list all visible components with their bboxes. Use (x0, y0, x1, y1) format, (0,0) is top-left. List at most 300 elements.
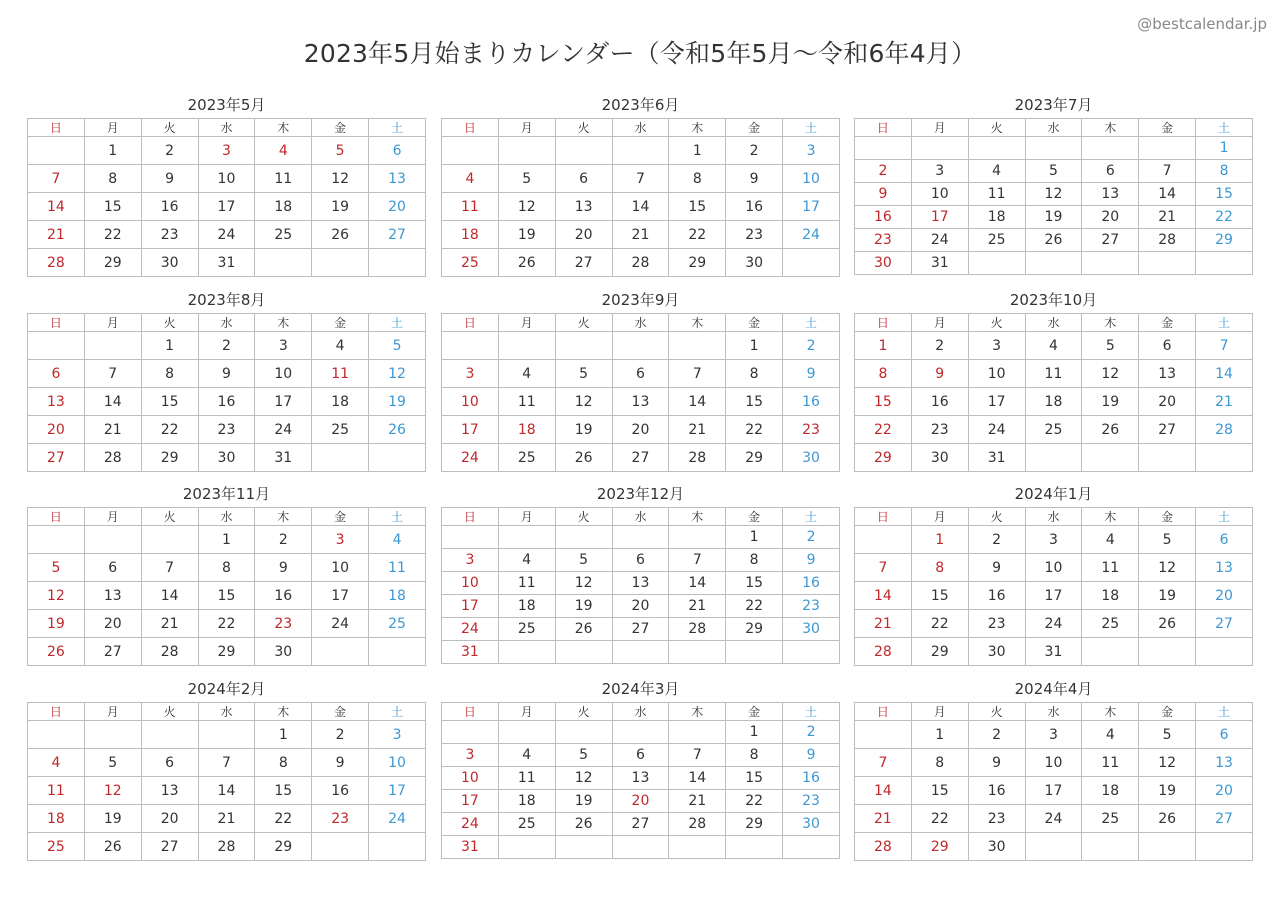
day-cell: 31 (198, 249, 255, 277)
weekday-header: 土 (783, 119, 840, 137)
day-cell: 7 (855, 554, 912, 582)
week-row (28, 444, 426, 472)
day-cell: 18 (442, 221, 499, 249)
day-cell: 20 (1196, 777, 1253, 805)
day-cell: 10 (911, 183, 968, 206)
empty-cell (612, 137, 669, 165)
weekday-header: 日 (855, 703, 912, 721)
day-cell: 25 (255, 221, 312, 249)
day-cell: 19 (369, 388, 426, 416)
day-cell: 29 (141, 444, 198, 472)
day-cell: 17 (312, 582, 369, 610)
day-cell: 5 (369, 332, 426, 360)
day-cell: 23 (141, 221, 198, 249)
month-calendar (441, 94, 840, 277)
day-cell: 26 (28, 638, 85, 666)
week-row (442, 549, 840, 572)
month-table (27, 702, 426, 861)
day-cell: 7 (669, 744, 726, 767)
day-cell: 6 (84, 554, 141, 582)
day-cell: 12 (1082, 360, 1139, 388)
day-cell: 1 (726, 332, 783, 360)
day-cell: 16 (968, 582, 1025, 610)
weekday-header: 水 (198, 119, 255, 137)
day-cell: 16 (255, 582, 312, 610)
day-cell: 11 (255, 165, 312, 193)
day-cell: 2 (783, 721, 840, 744)
weekday-header: 土 (783, 314, 840, 332)
day-cell: 7 (669, 360, 726, 388)
day-cell: 23 (968, 610, 1025, 638)
month-table (854, 702, 1253, 861)
day-cell: 2 (783, 526, 840, 549)
day-cell: 19 (1082, 388, 1139, 416)
day-cell: 20 (612, 595, 669, 618)
weekday-header: 水 (1025, 314, 1082, 332)
empty-cell (669, 721, 726, 744)
day-cell: 30 (255, 638, 312, 666)
day-cell: 21 (84, 416, 141, 444)
day-cell: 15 (855, 388, 912, 416)
week-row (442, 767, 840, 790)
week-row (442, 332, 840, 360)
month-title: 2023年12月 (596, 485, 685, 503)
month-title: 2023年6月 (601, 96, 680, 114)
empty-cell (369, 249, 426, 277)
week-row (28, 332, 426, 360)
empty-cell (555, 137, 612, 165)
week-row (442, 641, 840, 664)
week-row (855, 721, 1253, 749)
empty-cell (1082, 444, 1139, 472)
day-cell: 6 (28, 360, 85, 388)
week-row (855, 229, 1253, 252)
day-cell: 11 (442, 193, 499, 221)
empty-cell (612, 526, 669, 549)
weekday-header: 金 (312, 314, 369, 332)
day-cell: 25 (442, 249, 499, 277)
day-cell: 3 (312, 526, 369, 554)
empty-cell (669, 836, 726, 859)
day-cell: 26 (369, 416, 426, 444)
day-cell: 16 (783, 572, 840, 595)
empty-cell (312, 638, 369, 666)
day-cell: 30 (141, 249, 198, 277)
weekday-header: 火 (968, 119, 1025, 137)
week-row (442, 388, 840, 416)
weekday-header: 日 (28, 119, 85, 137)
day-cell: 28 (855, 833, 912, 861)
day-cell: 6 (555, 165, 612, 193)
day-cell: 17 (442, 416, 499, 444)
week-row (28, 777, 426, 805)
day-cell: 28 (855, 638, 912, 666)
day-cell: 3 (442, 549, 499, 572)
day-cell: 25 (1025, 416, 1082, 444)
day-cell: 16 (726, 193, 783, 221)
day-cell: 14 (141, 582, 198, 610)
day-cell: 26 (498, 249, 555, 277)
weekday-header: 月 (911, 119, 968, 137)
month-title: 2024年3月 (601, 680, 680, 698)
day-cell: 9 (312, 749, 369, 777)
month-title: 2023年5月 (187, 96, 266, 114)
weekday-header: 土 (1196, 314, 1253, 332)
empty-cell (442, 137, 499, 165)
day-cell: 3 (369, 721, 426, 749)
weekday-header-row (855, 508, 1253, 526)
weekday-header: 火 (555, 314, 612, 332)
empty-cell (726, 836, 783, 859)
day-cell: 6 (1139, 332, 1196, 360)
day-cell: 6 (1196, 526, 1253, 554)
day-cell: 28 (669, 444, 726, 472)
day-cell: 7 (669, 549, 726, 572)
day-cell: 16 (783, 767, 840, 790)
day-cell: 15 (669, 193, 726, 221)
weekday-header: 月 (911, 314, 968, 332)
day-cell: 31 (1025, 638, 1082, 666)
weekday-header: 日 (855, 508, 912, 526)
day-cell: 15 (911, 777, 968, 805)
weekday-header: 水 (612, 119, 669, 137)
weekday-header-row (855, 314, 1253, 332)
day-cell: 2 (726, 137, 783, 165)
empty-cell (498, 641, 555, 664)
week-row (28, 610, 426, 638)
day-cell: 12 (498, 193, 555, 221)
day-cell: 31 (255, 444, 312, 472)
weekday-header: 金 (726, 314, 783, 332)
empty-cell (1196, 638, 1253, 666)
day-cell: 3 (911, 160, 968, 183)
day-cell: 24 (312, 610, 369, 638)
day-cell: 17 (198, 193, 255, 221)
empty-cell (1025, 137, 1082, 160)
empty-cell (255, 249, 312, 277)
day-cell: 5 (555, 744, 612, 767)
day-cell: 12 (84, 777, 141, 805)
empty-cell (1082, 137, 1139, 160)
weekday-header: 水 (198, 703, 255, 721)
day-cell: 22 (726, 790, 783, 813)
weekday-header: 金 (312, 703, 369, 721)
weekday-header: 木 (1082, 703, 1139, 721)
day-cell: 20 (1082, 206, 1139, 229)
calendar-grid (27, 94, 1253, 864)
month-table (854, 313, 1253, 472)
day-cell: 9 (855, 183, 912, 206)
day-cell: 30 (198, 444, 255, 472)
day-cell: 23 (911, 416, 968, 444)
empty-cell (498, 836, 555, 859)
weekday-header: 土 (783, 508, 840, 526)
day-cell: 14 (669, 388, 726, 416)
week-row (28, 249, 426, 277)
weekday-header: 日 (28, 508, 85, 526)
weekday-header: 月 (84, 508, 141, 526)
empty-cell (911, 137, 968, 160)
day-cell: 14 (669, 767, 726, 790)
day-cell: 18 (28, 805, 85, 833)
day-cell: 18 (255, 193, 312, 221)
day-cell: 10 (442, 767, 499, 790)
week-row (855, 610, 1253, 638)
day-cell: 11 (968, 183, 1025, 206)
day-cell: 21 (28, 221, 85, 249)
day-cell: 28 (669, 813, 726, 836)
day-cell: 10 (312, 554, 369, 582)
day-cell: 8 (198, 554, 255, 582)
day-cell: 17 (255, 388, 312, 416)
weekday-header: 土 (369, 314, 426, 332)
day-cell: 14 (1139, 183, 1196, 206)
day-cell: 12 (369, 360, 426, 388)
empty-cell (555, 641, 612, 664)
empty-cell (669, 526, 726, 549)
day-cell: 20 (612, 790, 669, 813)
day-cell: 29 (911, 638, 968, 666)
week-row (442, 416, 840, 444)
empty-cell (855, 137, 912, 160)
week-row (28, 805, 426, 833)
empty-cell (312, 833, 369, 861)
empty-cell (669, 641, 726, 664)
week-row (442, 836, 840, 859)
empty-cell (442, 526, 499, 549)
day-cell: 27 (555, 249, 612, 277)
weekday-header-row (28, 508, 426, 526)
day-cell: 31 (442, 641, 499, 664)
day-cell: 15 (911, 582, 968, 610)
day-cell: 3 (198, 137, 255, 165)
weekday-header: 木 (669, 314, 726, 332)
day-cell: 19 (555, 416, 612, 444)
empty-cell (369, 638, 426, 666)
day-cell: 25 (1082, 805, 1139, 833)
day-cell: 11 (312, 360, 369, 388)
day-cell: 5 (1139, 721, 1196, 749)
day-cell: 18 (498, 595, 555, 618)
week-row (855, 252, 1253, 275)
empty-cell (783, 641, 840, 664)
empty-cell (84, 332, 141, 360)
empty-cell (498, 721, 555, 744)
day-cell: 10 (1025, 554, 1082, 582)
day-cell: 24 (1025, 610, 1082, 638)
day-cell: 20 (141, 805, 198, 833)
day-cell: 18 (498, 416, 555, 444)
week-row (442, 572, 840, 595)
weekday-header: 土 (1196, 703, 1253, 721)
day-cell: 15 (726, 572, 783, 595)
day-cell: 13 (141, 777, 198, 805)
day-cell: 15 (726, 767, 783, 790)
empty-cell (442, 721, 499, 744)
day-cell: 15 (198, 582, 255, 610)
month-table (854, 118, 1253, 275)
day-cell: 12 (1139, 749, 1196, 777)
day-cell: 21 (669, 790, 726, 813)
day-cell: 22 (1196, 206, 1253, 229)
day-cell: 4 (498, 360, 555, 388)
month-calendar (441, 289, 840, 472)
day-cell: 9 (726, 165, 783, 193)
day-cell: 16 (141, 193, 198, 221)
day-cell: 29 (198, 638, 255, 666)
day-cell: 16 (198, 388, 255, 416)
day-cell: 9 (968, 749, 1025, 777)
week-row (28, 721, 426, 749)
day-cell: 22 (198, 610, 255, 638)
day-cell: 21 (1196, 388, 1253, 416)
day-cell: 14 (612, 193, 669, 221)
weekday-header: 木 (669, 703, 726, 721)
day-cell: 19 (1139, 582, 1196, 610)
week-row (855, 160, 1253, 183)
day-cell: 25 (498, 813, 555, 836)
day-cell: 3 (1025, 721, 1082, 749)
empty-cell (1139, 137, 1196, 160)
empty-cell (1196, 252, 1253, 275)
day-cell: 7 (1196, 332, 1253, 360)
day-cell: 21 (1139, 206, 1196, 229)
day-cell: 27 (612, 618, 669, 641)
weekday-header: 火 (141, 508, 198, 526)
day-cell: 27 (1082, 229, 1139, 252)
day-cell: 20 (369, 193, 426, 221)
day-cell: 14 (1196, 360, 1253, 388)
day-cell: 10 (783, 165, 840, 193)
month-table (441, 118, 840, 277)
day-cell: 8 (84, 165, 141, 193)
weekday-header-row (855, 703, 1253, 721)
day-cell: 29 (855, 444, 912, 472)
day-cell: 11 (498, 767, 555, 790)
day-cell: 2 (198, 332, 255, 360)
day-cell: 21 (141, 610, 198, 638)
day-cell: 18 (1082, 777, 1139, 805)
day-cell: 27 (369, 221, 426, 249)
day-cell: 17 (911, 206, 968, 229)
day-cell: 8 (726, 360, 783, 388)
day-cell: 19 (555, 595, 612, 618)
day-cell: 9 (141, 165, 198, 193)
day-cell: 26 (1025, 229, 1082, 252)
month-table (27, 313, 426, 472)
weekday-header: 月 (84, 119, 141, 137)
day-cell: 18 (968, 206, 1025, 229)
day-cell: 9 (968, 554, 1025, 582)
day-cell: 7 (1139, 160, 1196, 183)
day-cell: 16 (783, 388, 840, 416)
day-cell: 31 (968, 444, 1025, 472)
day-cell: 30 (783, 813, 840, 836)
week-row (28, 833, 426, 861)
day-cell: 4 (1082, 526, 1139, 554)
day-cell: 17 (442, 790, 499, 813)
day-cell: 10 (255, 360, 312, 388)
day-cell: 20 (612, 416, 669, 444)
day-cell: 30 (855, 252, 912, 275)
day-cell: 1 (911, 526, 968, 554)
week-row (28, 554, 426, 582)
day-cell: 1 (726, 721, 783, 744)
day-cell: 20 (84, 610, 141, 638)
week-row (855, 416, 1253, 444)
week-row (28, 582, 426, 610)
site-watermark[interactable]: @bestcalendar.jp (1137, 15, 1267, 33)
weekday-header: 金 (726, 703, 783, 721)
day-cell: 8 (855, 360, 912, 388)
empty-cell (28, 137, 85, 165)
day-cell: 31 (911, 252, 968, 275)
day-cell: 25 (312, 416, 369, 444)
weekday-header: 木 (255, 119, 312, 137)
day-cell: 19 (1025, 206, 1082, 229)
week-row (855, 638, 1253, 666)
day-cell: 31 (442, 836, 499, 859)
day-cell: 24 (442, 618, 499, 641)
day-cell: 7 (855, 749, 912, 777)
day-cell: 21 (612, 221, 669, 249)
day-cell: 10 (198, 165, 255, 193)
empty-cell (555, 836, 612, 859)
day-cell: 4 (498, 549, 555, 572)
day-cell: 24 (369, 805, 426, 833)
weekday-header-row (442, 508, 840, 526)
day-cell: 22 (855, 416, 912, 444)
week-row (855, 526, 1253, 554)
day-cell: 23 (968, 805, 1025, 833)
day-cell: 21 (855, 805, 912, 833)
day-cell: 12 (555, 388, 612, 416)
day-cell: 20 (555, 221, 612, 249)
week-row (28, 638, 426, 666)
week-row (855, 388, 1253, 416)
day-cell: 1 (198, 526, 255, 554)
day-cell: 9 (911, 360, 968, 388)
day-cell: 2 (855, 160, 912, 183)
day-cell: 3 (968, 332, 1025, 360)
week-row (442, 721, 840, 744)
day-cell: 13 (28, 388, 85, 416)
day-cell: 14 (28, 193, 85, 221)
day-cell: 13 (612, 767, 669, 790)
month-calendar (27, 289, 426, 472)
day-cell: 14 (84, 388, 141, 416)
day-cell: 19 (28, 610, 85, 638)
weekday-header: 日 (442, 314, 499, 332)
weekday-header: 金 (312, 508, 369, 526)
weekday-header: 木 (669, 119, 726, 137)
empty-cell (669, 332, 726, 360)
day-cell: 26 (555, 444, 612, 472)
day-cell: 8 (1196, 160, 1253, 183)
empty-cell (1082, 638, 1139, 666)
day-cell: 24 (911, 229, 968, 252)
day-cell: 4 (369, 526, 426, 554)
day-cell: 10 (369, 749, 426, 777)
day-cell: 13 (1196, 749, 1253, 777)
day-cell: 19 (84, 805, 141, 833)
week-row (442, 526, 840, 549)
day-cell: 13 (1196, 554, 1253, 582)
week-row (442, 360, 840, 388)
week-row (28, 137, 426, 165)
weekday-header: 金 (1139, 508, 1196, 526)
empty-cell (612, 721, 669, 744)
